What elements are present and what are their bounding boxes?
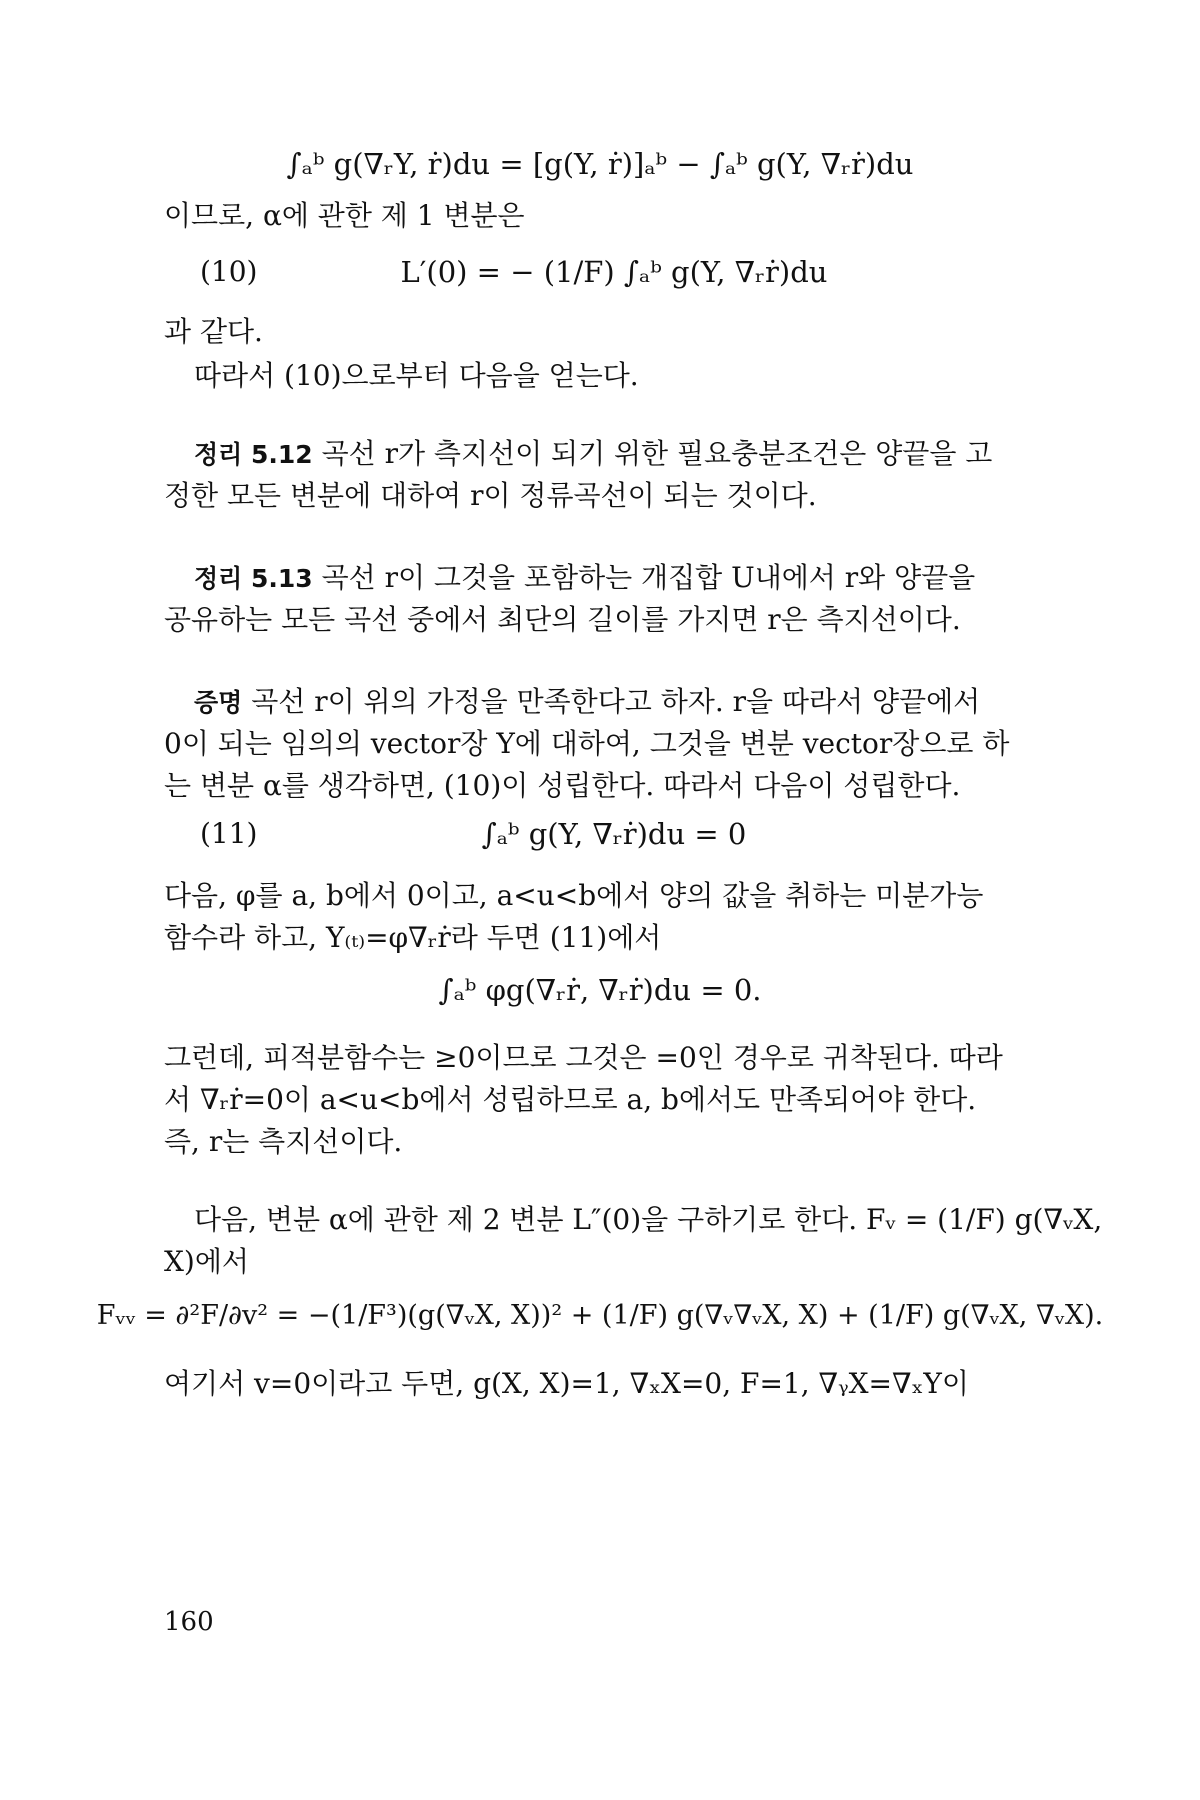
text-line: 과 같다. xyxy=(164,315,263,348)
proof-label: 증명 xyxy=(194,688,243,717)
proof-line-1 xyxy=(194,682,980,723)
equation-integration-by-parts: ∫ₐᵇ g(∇ᵣY, ṙ)du = [g(Y, ṙ)]ₐᵇ − ∫ₐᵇ g(Y, ∇ᵣṙ)du xyxy=(286,147,914,181)
theorem-5-12-line-1 xyxy=(194,434,992,475)
equation-fvv: Fᵥᵥ = ∂²F/∂v² = −(1/F³)(g(∇ᵥX, X))² + (1/F) g(∇ᵥ∇ᵥX, X) + (1/F) g(∇ᵥX, ∇ᵥX). xyxy=(96,1300,1104,1331)
text-line: 이므로, α에 관한 제 1 변분은 xyxy=(164,199,525,232)
text-line: 따라서 (10)으로부터 다음을 얻는다. xyxy=(194,359,639,392)
text-line: X)에서 xyxy=(164,1245,249,1278)
proof-line-3: 는 변분 α를 생각하면, (10)이 성립한다. 따라서 다음이 성립한다. xyxy=(164,769,961,802)
theorem-label: 정리 5.12 xyxy=(194,440,313,469)
equation-number: (10) xyxy=(200,255,258,288)
text-line: 즉, r는 측지선이다. xyxy=(164,1125,403,1158)
theorem-5-13-line-1 xyxy=(194,558,975,599)
theorem-text: 곡선 r가 측지선이 되기 위한 필요충분조건은 양끝을 고 xyxy=(321,437,993,470)
text-line: 그런데, 피적분함수는 ≥0이므로 그것은 =0인 경우로 귀착된다. 따라 xyxy=(164,1041,1003,1074)
proof-text: 곡선 r이 위의 가정을 만족한다고 하자. r을 따라서 양끝에서 xyxy=(251,685,981,718)
text-line: 여기서 v=0이라고 두면, g(X, X)=1, ∇ₓX=0, F=1, ∇ᵧX=∇ₓY이 xyxy=(164,1367,969,1400)
theorem-5-12-line-2: 정한 모든 변분에 대하여 r이 정류곡선이 되는 것이다. xyxy=(164,479,817,512)
text-line: 다음, φ를 a, b에서 0이고, a<u<b에서 양의 값을 취하는 미분가능 xyxy=(164,879,984,912)
proof-line-2: 0이 되는 임의의 vector장 Y에 대하여, 그것을 변분 vector장으로 하 xyxy=(164,727,1010,760)
equation-body: L′(0) = − (1/F) ∫ₐᵇ g(Y, ∇ᵣṙ)du xyxy=(400,255,828,289)
equation-phi: ∫ₐᵇ φg(∇ᵣṙ, ∇ᵣṙ)du = 0. xyxy=(438,973,762,1007)
page-number: 160 xyxy=(164,1607,214,1637)
theorem-label: 정리 5.13 xyxy=(194,564,313,593)
equation-body: ∫ₐᵇ g(Y, ∇ᵣṙ)du = 0 xyxy=(481,817,747,851)
text-line: 다음, 변분 α에 관한 제 2 변분 L″(0)을 구하기로 한다. Fᵥ = (1/F) g(∇ᵥX, xyxy=(194,1203,1103,1236)
equation-number: (11) xyxy=(200,817,258,850)
theorem-text: 곡선 r이 그것을 포함하는 개집합 U내에서 r와 양끝을 xyxy=(321,561,976,594)
theorem-5-13-line-2: 공유하는 모든 곡선 중에서 최단의 길이를 가지면 r은 측지선이다. xyxy=(164,603,961,636)
text-line: 서 ∇ᵣṙ=0이 a<u<b에서 성립하므로 a, b에서도 만족되어야 한다. xyxy=(164,1083,977,1116)
text-line: 함수라 하고, Y₍ₜ₎=φ∇ᵣṙ라 두면 (11)에서 xyxy=(164,921,662,954)
